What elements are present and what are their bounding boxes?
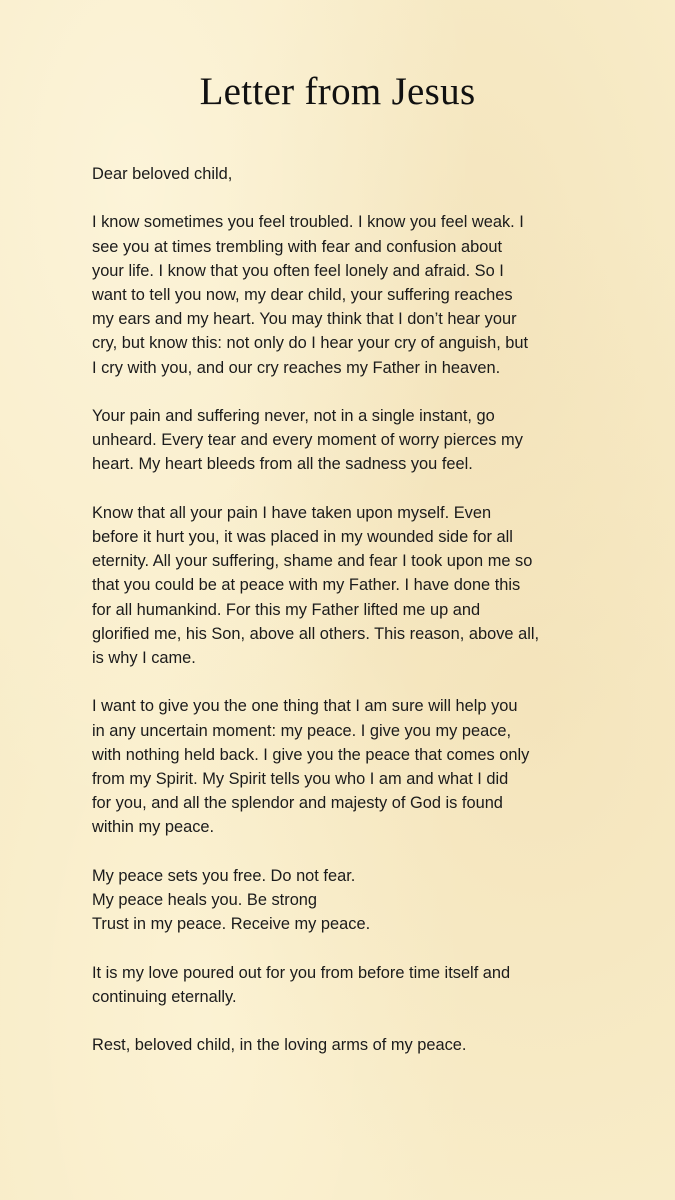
letter-line: see you at times trembling with fear and confusion about <box>92 237 502 256</box>
letter-line: unheard. Every tear and every moment of worry pierces my <box>92 431 523 450</box>
greeting-paragraph <box>92 162 612 186</box>
letter-line: within my peace. <box>92 818 215 837</box>
troubled-paragraph <box>92 210 612 379</box>
letter-line: I want to give you the one thing that I am sure will help you <box>92 697 518 716</box>
letter-line: your life. I know that you often feel lonely and afraid. So I <box>92 261 504 280</box>
letter-line: that you could be at peace with my Father. I have done this <box>92 576 521 595</box>
letter-line: Rest, beloved child, in the loving arms of my peace. <box>92 1036 467 1055</box>
letter-line: My peace heals you. Be strong <box>92 891 318 910</box>
love-paragraph <box>92 961 612 1009</box>
letter-line: Trust in my peace. Receive my peace. <box>92 915 371 934</box>
letter-body <box>92 162 612 1082</box>
letter-line: before it hurt you, it was placed in my wounded side for all <box>92 528 513 546</box>
peace-verses-paragraph <box>92 864 612 937</box>
letter-line: glorified me, his Son, above all others. This reason, above all, <box>92 624 540 643</box>
closing-paragraph <box>92 1033 612 1057</box>
letter-line: for you, and all the splendor and majesty of God is found <box>92 794 503 813</box>
letter-line: is why I came. <box>92 649 196 668</box>
letter-line: cry, but know this: not only do I hear your cry of anguish, but <box>92 334 529 353</box>
letter-line: eternity. All your suffering, shame and fear I took upon me so <box>92 552 533 571</box>
letter-line: Your pain and suffering never, not in a single instant, go <box>92 407 495 425</box>
taken-upon-paragraph <box>92 501 612 670</box>
letter-line: My peace sets you free. Do not fear. <box>92 866 356 885</box>
letter-line: I cry with you, and our cry reaches my Father in heaven. <box>92 358 501 377</box>
letter-line: heart. My heart bleeds from all the sadness you feel. <box>92 455 473 474</box>
letter-line: Dear beloved child, <box>92 165 233 183</box>
pain-paragraph <box>92 404 612 477</box>
letter-line: with nothing held back. I give you the peace that comes only <box>92 745 530 764</box>
letter-line: want to tell you now, my dear child, your suffering reaches <box>92 286 513 304</box>
peace-paragraph <box>92 694 612 839</box>
letter-title: Letter from Jesus <box>199 70 476 113</box>
letter-line: from my Spirit. My Spirit tells you who I am and what I did <box>92 770 509 789</box>
letter-line: in any uncertain moment: my peace. I give you my peace, <box>92 721 512 740</box>
letter-line: I know sometimes you feel troubled. I know you feel weak. I <box>92 213 524 232</box>
letter-line: my ears and my heart. You may think that I don’t hear your <box>92 310 517 329</box>
letter-line: It is my love poured out for you from before time itself and <box>92 963 511 982</box>
letter-line: continuing eternally. <box>92 987 237 1006</box>
letter-line: for all humankind. For this my Father lifted me up and <box>92 600 481 619</box>
letter-line: Know that all your pain I have taken upon myself. Even <box>92 503 492 522</box>
